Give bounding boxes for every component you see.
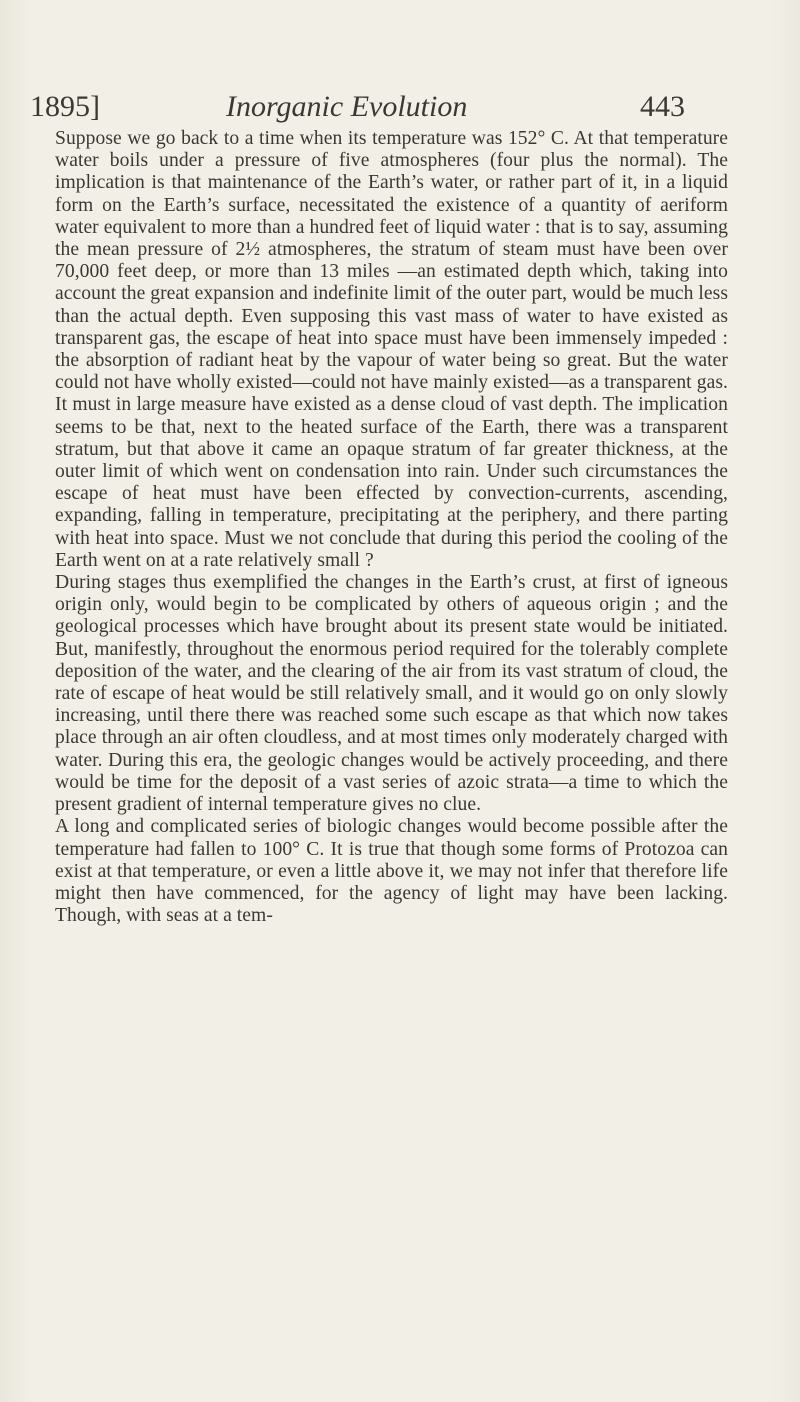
header-year: 1895] — [30, 90, 100, 123]
paragraph-2: During stages thus exemplified the changes in the Earth’s crust, at first of igneous origin only, would begin to be complicated by others of aqueous origin ; and the geological processes which have brought about its present state would be initiated. But, manifestly, throughout the enormous period required for the tolerably complete deposition of the water, and the clearing of the air from its vast stratum of cloud, the rate of escape of heat would be still relatively small, and it would go on only slowly increasing, until there there was reached some such escape as that which now takes place through an air often cloudless, and at most times only moderately charged with water. During this era, the geologic changes would be actively proceeding, and there would be time for the deposit of a vast series of azoic strata—a time to which the present gradient of internal temperature gives no clue. — [55, 572, 728, 816]
body-text — [55, 128, 728, 927]
header-title: Inorganic Evolution — [226, 90, 468, 123]
paragraph-1: Suppose we go back to a time when its temperature was 152° C. At that temperature water boils under a pressure of five atmospheres (four plus the normal). The implication is that maintenance of the Earth’s water, or rather part of it, in a liquid form on the Earth’s surface, necessitated the existence of a quantity of aeriform water equivalent to more than a hundred feet of liquid water : that is to say, assuming the mean pressure of 2½ atmospheres, the stratum of steam must have been over 70,000 feet deep, or more than 13 miles —an estimated depth which, taking into account the great expansion and indefinite limit of the outer part, would be much less than the actual depth. Even supposing this vast mass of water to have existed as transparent gas, the escape of heat into space must have been immensely impeded : the absorption of radiant heat by the vapour of water being so great. But the water could not have wholly existed—could not have mainly existed—as a transparent gas. It must in large measure have existed as a dense cloud of vast depth. The implication seems to be that, next to the heated surface of the Earth, there was a transparent stratum, but that above it came an opaque stratum of far greater thickness, at the outer limit of which went on condensation into rain. Under such circumstances the escape of heat must have been effected by convection-currents, ascending, expanding, falling in temperature, precipitating at the periphery, and there parting with heat into space. Must we not conclude that during this period the cooling of the Earth went on at a rate relatively small ? — [55, 128, 729, 571]
running-header — [30, 85, 730, 129]
page-number: 443 — [640, 90, 685, 123]
paragraph-3: A long and complicated series of biologic changes would become possible after the temperature had fallen to 100° C. It is true that though some forms of Protozoa can exist at that temperature, or even a little above it, we may not infer that therefore life might then have commenced, for the agency of light may have been lacking. Though, with seas at a tem- — [55, 816, 728, 927]
